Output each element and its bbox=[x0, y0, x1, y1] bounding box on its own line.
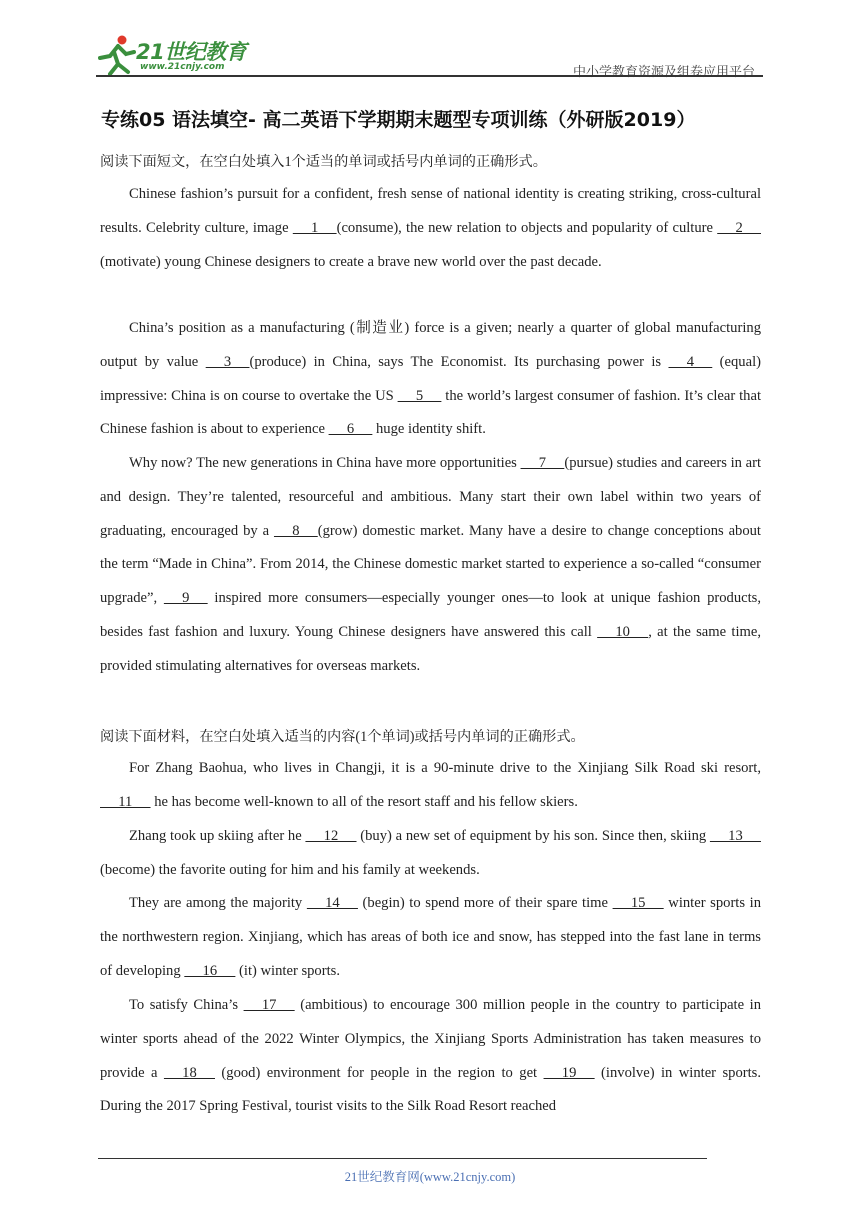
section2-paragraph: To satisfy China’s 17 (ambitious) to encourage 300 million people in the country to participate in winter sports ahead of the 2022 Winter Olympics, the Xinjiang Sports Administration has taken measures to provide a 18 (good) environment for people in the region to get 19 (involve) in winter sports. During the 2017 Spring Festival, tourist visits to the Silk Road Resort reached bbox=[100, 989, 761, 1124]
blank-12: 12 bbox=[305, 828, 357, 844]
blank-17: 17 bbox=[243, 997, 295, 1013]
section2-instruction: 阅读下面材料，在空白处填入适当的内容(1个单词)或括号内单词的正确形式。 bbox=[100, 729, 585, 745]
site-logo bbox=[96, 34, 266, 78]
section2-paragraph: Zhang took up skiing after he 12 (buy) a new set of equipment by his son. Since then, skiing 13 (become) the favorite outing for him and his family at weekends. bbox=[100, 820, 761, 888]
header-platform-text: 中小学教育资源及组卷应用平台 bbox=[572, 64, 755, 79]
blank-13: 13 bbox=[709, 828, 761, 844]
blank-16: 16 bbox=[184, 962, 236, 979]
section2-paragraph: For Zhang Baohua, who lives in Changji, it is a 90-minute drive to the Xinjiang Silk Road ski resort, 11 he has become well-known to all of the resort staff and his fellow skiers. bbox=[100, 752, 761, 820]
header-divider bbox=[96, 75, 763, 77]
section1-instruction: 阅读下面短文，在空白处填入1个适当的单词或括号内单词的正确形式。 bbox=[100, 154, 547, 170]
runner-logo-icon bbox=[96, 34, 136, 76]
blank-15: 15 bbox=[612, 895, 664, 911]
page-header bbox=[0, 0, 860, 80]
blank-6: 6 bbox=[328, 421, 373, 438]
blank-14: 14 bbox=[306, 895, 358, 911]
footer-divider bbox=[98, 1158, 707, 1159]
blank-8: 8 bbox=[273, 522, 318, 539]
blank-2: 2 bbox=[717, 219, 761, 236]
blank-3: 3 bbox=[205, 353, 250, 370]
blank-18: 18 bbox=[163, 1064, 215, 1081]
blank-9: 9 bbox=[163, 590, 208, 606]
blank-19: 19 bbox=[543, 1064, 595, 1081]
page-title: 专练05 语法填空- 高二英语下学期期末题型专项训练（外研版2019） bbox=[101, 109, 696, 131]
blank-1: 1 bbox=[292, 219, 337, 236]
logo-text: 21世纪教育 bbox=[136, 40, 247, 64]
section1-paragraph: Why now? The new generations in China have more opportunities 7 (pursue) studies and careers in art and design. They’re talented, resourceful and ambitious. Many start their own label within two years of graduating, encouraged by a 8 (grow) domestic market. Many have a desire to change conceptions about the term “Made in China”. From 2014, the Chinese domestic market started to experience a so-called “consumer upgrade”, 9 inspired more consumers—especially younger ones—to look at unique fashion products, besides fast fashion and luxury. Young Chinese designers have answered this call 10 , at the same time, provided stimulating alternatives for overseas markets. bbox=[100, 447, 761, 683]
section1-paragraph: China’s position as a manufacturing (制造业) force is a given; nearly a quarter of global manufacturing output by value 3 (produce) in China, says The Economist. Its purchasing power is 4 (equal) impressive: China is on course to overtake the US 5 the world’s largest consumer of fashion. It’s clear that Chinese fashion is about to experience 6 huge identity shift. bbox=[100, 312, 761, 447]
blank-11: 11 bbox=[100, 793, 151, 810]
page-footer: 21世纪教育网(www.21cnjy.com) bbox=[344, 1170, 516, 1184]
blank-5: 5 bbox=[397, 387, 442, 404]
section2-paragraph: They are among the majority 14 (begin) to spend more of their spare time 15 winter sports in the northwestern region. Xinjiang, which has areas of both ice and snow, has stepped into the fast lane in terms of developing 16 (it) winter sports. bbox=[100, 887, 761, 988]
blank-4: 4 bbox=[668, 353, 713, 370]
blank-10: 10 bbox=[597, 623, 649, 640]
blank-7: 7 bbox=[520, 455, 565, 471]
section1-paragraph: Chinese fashion’s pursuit for a confident, fresh sense of national identity is creating striking, cross-cultural results. Celebrity culture, image 1 (consume), the new relation to objects and popularity of culture 2 (motivate) young Chinese designers to create a brave new world over the past decade. bbox=[100, 186, 761, 270]
logo-url: www.21cnjy.com bbox=[140, 62, 225, 72]
